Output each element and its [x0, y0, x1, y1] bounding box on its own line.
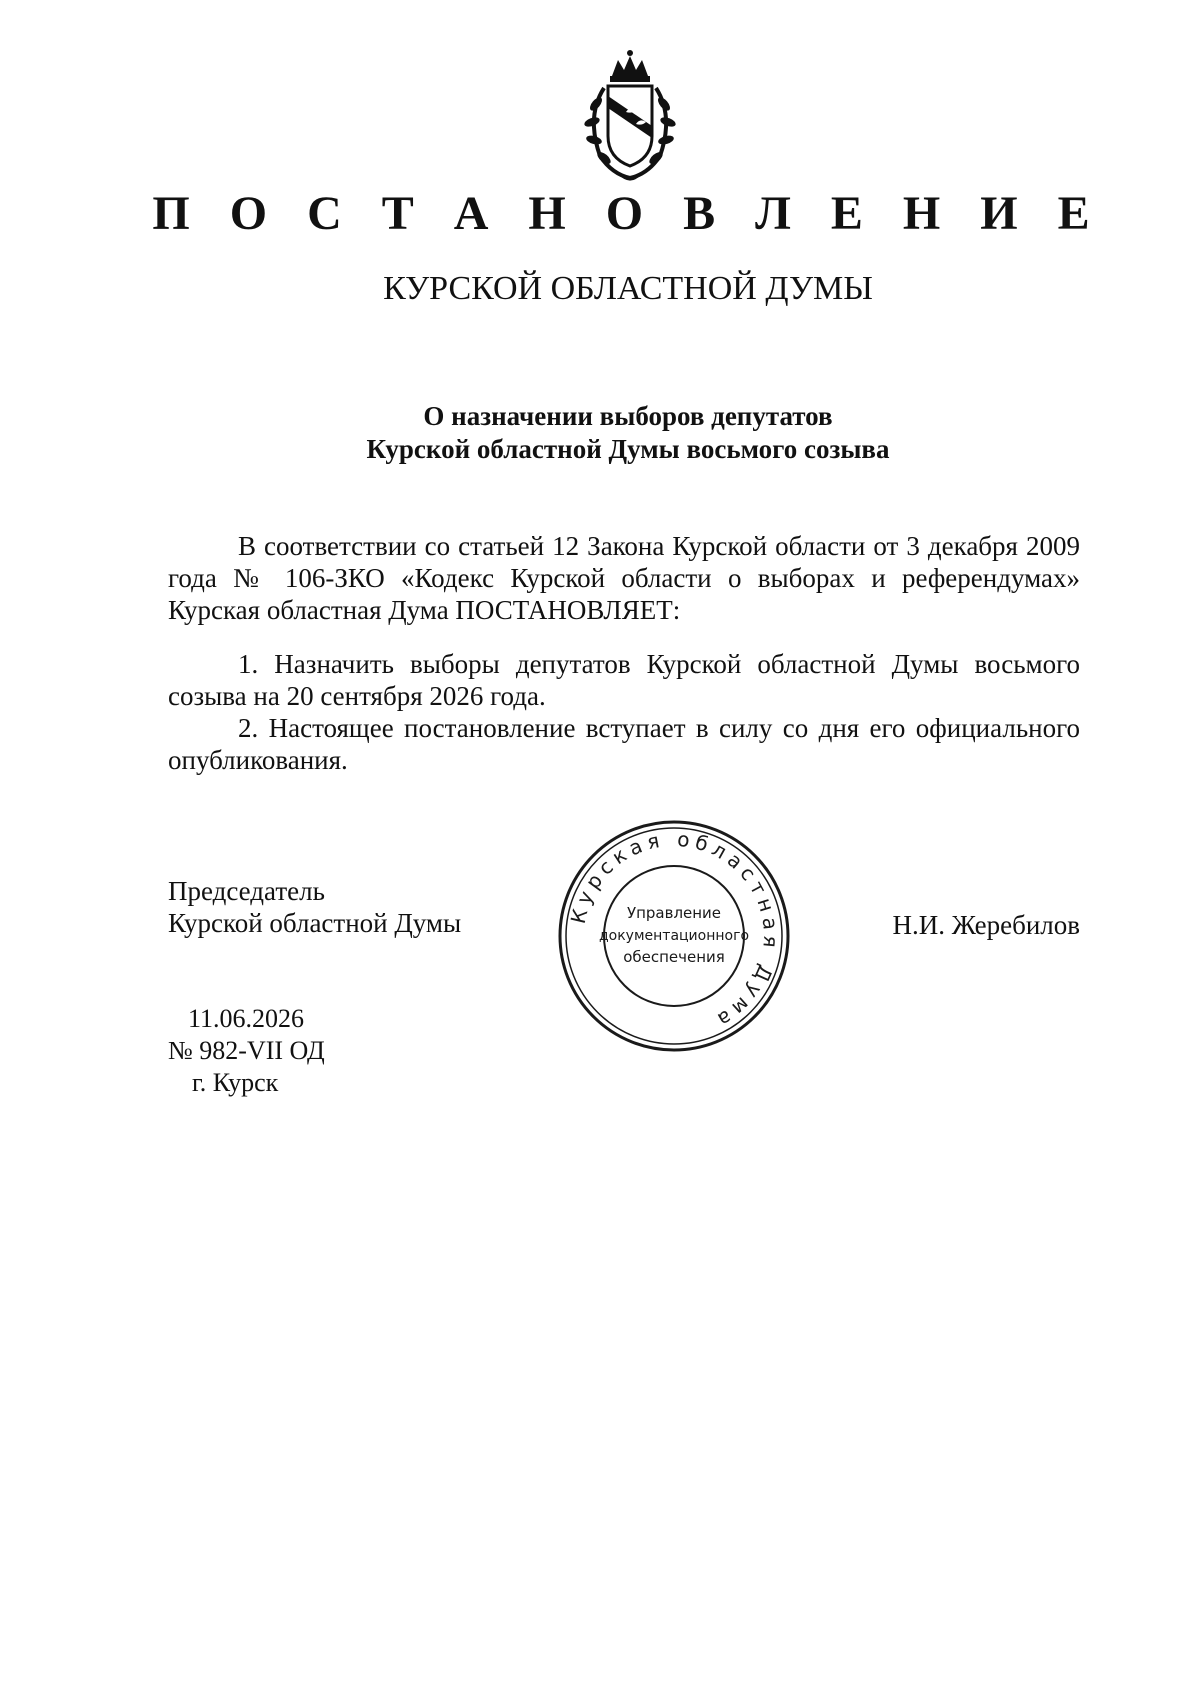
- stamp-inner-line-3: обеспечения: [623, 948, 725, 966]
- preamble-paragraph: В соответствии со статьей 12 Закона Курской области от 3 декабря 2009 года № 106-ЗКО «Кодекс Курской области о выборах и референдумах» Курская областная Дума ПОСТАНОВЛЯЕТ:: [168, 531, 1080, 625]
- registration-number: № 982-VII ОД: [168, 1036, 325, 1065]
- document-type-title: П О С Т А Н О В Л Е Н И Е: [152, 187, 1104, 240]
- kursk-coat-of-arms-icon: [560, 46, 700, 186]
- document-subject: [0, 400, 1200, 466]
- stamp-inner-line-1: Управление: [626, 904, 722, 922]
- registration-block: [168, 1003, 325, 1099]
- subject-line-1: О назначении выборов депутатов: [423, 401, 833, 431]
- stamp-outer-text: Курская областная Дума: [565, 826, 784, 1035]
- signer-title: [168, 875, 461, 939]
- organization-name: КУРСКОЙ ОБЛАСТНОЙ ДУМЫ: [383, 270, 873, 307]
- official-stamp: [556, 818, 792, 1054]
- resolution-item-2: 2. Настоящее постановление вступает в силу со дня его официального опубликования.: [168, 713, 1080, 775]
- stamp-inner-line-2: документационного: [598, 928, 750, 944]
- subject-line-2: Курской областной Думы восьмого созыва: [366, 434, 890, 464]
- signer-title-line-1: Председатель: [168, 876, 325, 906]
- signer-title-line-2: Курской областной Думы: [168, 908, 462, 938]
- resolution-item-1: 1. Назначить выборы депутатов Курской областной Думы восьмого созыва на 20 сентября 2026 года.: [168, 649, 1080, 711]
- signer-name: Н.И. Жеребилов: [892, 910, 1080, 940]
- registration-date: 11.06.2026: [188, 1004, 305, 1033]
- document-body: [168, 530, 1080, 776]
- registration-city: г. Курск: [192, 1068, 279, 1097]
